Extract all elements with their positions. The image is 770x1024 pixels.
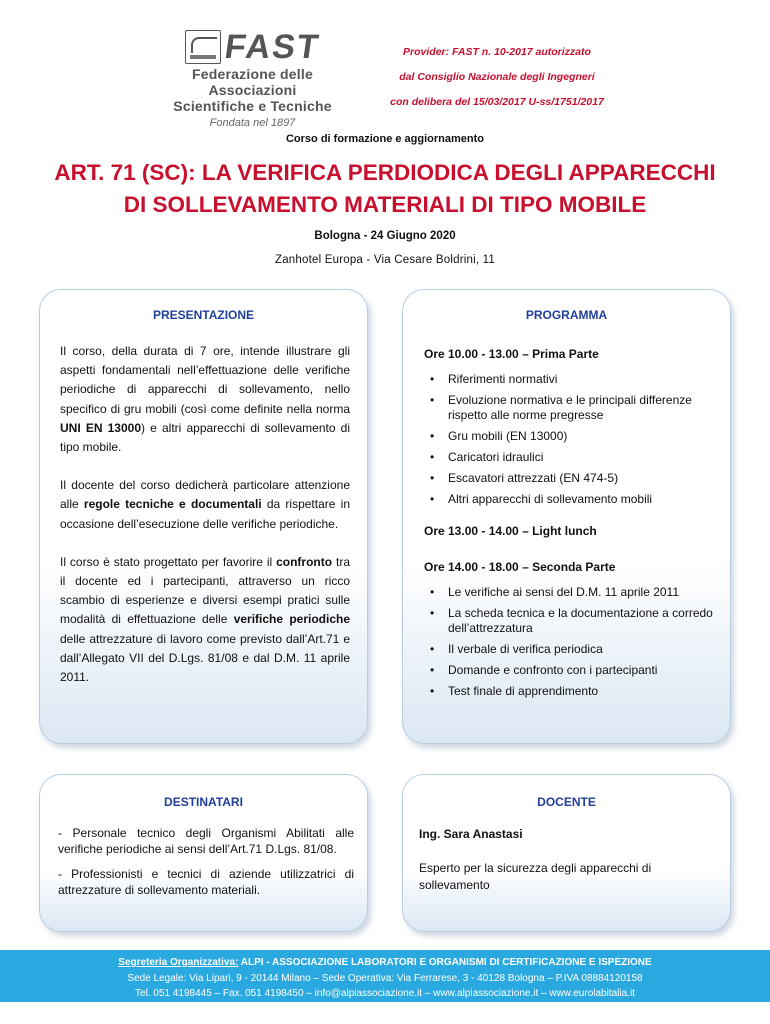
page-title [0,157,770,221]
footer-org-line [0,955,770,971]
destinatari-item-2: - Professionisti e tecnici di aziende utilizzatrici di attrezzature di sollevamento materiali. [58,867,354,897]
programma-box [402,289,731,744]
destinatari-box [39,774,368,932]
docente-title: DOCENTE [537,795,596,809]
footer-address: Sede Legale: Via Lipari, 9 - 20144 Milano – Sede Operativa: Via Ferrarese, 3 - 40128 Bologna – P.IVA 08884120158 [127,972,643,984]
list-item: • Gru mobili (EN 13000) [424,429,716,444]
text-span: tra il docente ed i partecipanti, attraverso un ricco scambio di esperienze e diversi esempi pratici sulle modalità di effettuazione delle [60,554,350,627]
fast-emblem-icon [185,30,221,64]
list-item: • Evoluzione normativa e le principali differenze rispetto alle norme pregresse [424,393,716,423]
presentazione-paragraph-2 [60,476,350,534]
list-item: • Test finale di apprendimento [424,684,716,699]
session-3-list [424,585,716,699]
list-item: • Domande e confronto con i partecipanti [424,663,716,678]
list-item: • La scheda tecnica e la documentazione a corredo dell’attrezzatura [424,606,716,636]
session-3-heading: Ore 14.00 - 18.00 – Seconda Parte [424,560,616,574]
provider-line1: Provider: FAST n. 10-2017 autorizzato [403,46,591,58]
docente-box [402,774,731,932]
text-span: Il corso è stato progettato per favorire il [60,554,277,569]
presentazione-box [39,289,368,744]
provider-line2: dal Consiglio Nazionale degli Ingegneri [399,71,595,83]
session-1-list [424,372,716,507]
session-1-heading: Ore 10.00 - 13.00 – Prima Parte [424,347,599,361]
docente-description: Esperto per la sicurezza degli apparecchi di sollevamento [419,861,652,892]
docente-name: Ing. Sara Anastasi [419,827,523,841]
list-item: • Caricatori idraulici [424,450,716,465]
destinatari-item-1: - Personale tecnico degli Organismi Abilitati alle verifiche periodiche ai sensi dell’Art.71 D.Lgs. 81/08. [58,826,354,856]
programma-body [424,346,716,715]
event-date: Bologna - 24 Giugno 2020 [314,230,456,242]
presentazione-paragraph-3 [60,553,350,687]
title-line1: ART. 71 (SC): LA VERIFICA PERDIODICA DEGLI APPARECCHI [54,160,716,185]
text-span: delle attrezzature di lavoro come previsto dall’Art.71 e dall’Allegato VII del D.Lgs. 81/08 e dal D.M. 11 aprile 2011. [60,631,350,685]
provider-line3: con delibera del 15/03/2017 U-ss/1751/2017 [390,96,604,108]
list-item: • Il verbale di verifica periodica [424,642,716,657]
title-line2: DI SOLLEVAMENTO MATERIALI DI TIPO MOBILE [123,192,647,217]
footer-label: Segreteria Organizzativa: [118,957,239,968]
programma-title: PROGRAMMA [525,308,608,322]
presentazione-paragraph-1 [60,342,350,457]
event-venue: Zanhotel Europa - Via Cesare Boldrini, 11 [274,254,495,266]
logo-mark-row [150,28,355,66]
org-founded: Fondata nel 1897 [209,117,296,129]
text-span: Il corso, della durata di 7 ore, intende illustrare gli aspetti fondamentali nell’effettuazione delle verifiche periodiche di apparecchi di sollevamento, nello specifico di gru mobili (così come definite nella norma [60,344,350,416]
session-2-heading: Ore 13.00 - 14.00 – Light lunch [424,524,597,538]
bold-span: regole tecniche e documentali [83,497,262,512]
list-item: • Le verifiche ai sensi del D.M. 11 aprile 2011 [424,585,716,600]
text-span: Il docente del corso dedicherà particolare attenzione alle [60,478,350,512]
list-item: • Altri apparecchi di sollevamento mobili [424,492,716,507]
org-name-line1: Federazione delle Associazioni [192,66,313,98]
destinatari-title: DESTINATARI [164,795,243,809]
presentazione-body [60,342,350,706]
org-name-line2: Scientifiche e Tecniche [173,98,332,114]
bold-span: verifiche periodiche [233,612,351,627]
destinatari-body [58,825,354,907]
bold-span: confronto [276,554,333,569]
footer [0,950,770,1002]
text-span: ) e altri apparecchi di sollevamento di tipo mobile. [60,420,351,455]
footer-org: ALPI - ASSOCIAZIONE LABORATORI E ORGANISMI DI CERTIFICAZIONE E ISPEZIONE [238,957,652,968]
bold-span: UNI EN 13000 [60,420,142,435]
text-span: da rispettare in occasione dell’esecuzione delle verifiche periodiche. [60,497,350,531]
list-item: • Escavatori attrezzati (EN 474-5) [424,471,716,486]
footer-contacts: Tel. 051 4198445 – Fax. 051 4198450 – info@alpiassociazione.it – www.alpiassociazione.it – www.eurolabitalia.it [135,988,635,999]
fast-logo [150,28,355,129]
presentazione-title: PRESENTAZIONE [152,308,255,322]
provider-info [372,40,622,115]
course-type: Corso di formazione e aggiornamento [285,133,485,145]
logo-wordmark: FAST [222,28,323,66]
list-item: • Riferimenti normativi [424,372,716,387]
